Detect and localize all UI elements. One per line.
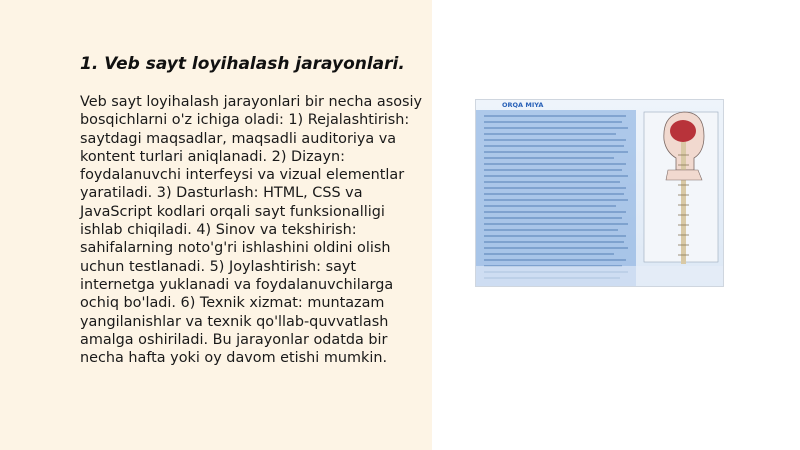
scan-bottom-margin bbox=[476, 266, 723, 286]
brain bbox=[670, 120, 696, 142]
spinal-cord-scan-image bbox=[475, 99, 724, 287]
slide-title: 1. Veb sayt loyihalash jarayonlari. bbox=[80, 54, 405, 74]
scan-heading: ORQA MIYA bbox=[502, 101, 544, 109]
slide-body-text: Veb sayt loyihalash jarayonlari bir necha asosiy bosqichlarni o'z ichiga oladi: 1) Rejalashtirish: saytdagi maqsadlar, maqsadli auditoriya va kontent turlari aniqlanadi. 2) Dizayn: foydalanuvchi interfeysi va vizual elementlar yaratiladi. 3) Dasturlash: HTML, CSS va JavaScript kodlari orqali sayt funksionalligi ishlab chiqiladi. 4) Sinov va tekshirish: sahifalarning noto'g'ri ishlashini oldini olish uchun testlanadi. 5) Joylashtirish: sayt internetga yuklanadi va foydalanuvchilarga ochiq bo'ladi. 6) Texnik xizmat: muntazam yangilanishlar va texnik qo'llab-quvvatlash amalga oshiriladi. Bu jarayonlar odatda bir necha hafta yoki oy davom etishi mumkin. bbox=[80, 94, 423, 367]
neck-outline bbox=[666, 170, 702, 180]
spinal-column bbox=[681, 142, 686, 264]
